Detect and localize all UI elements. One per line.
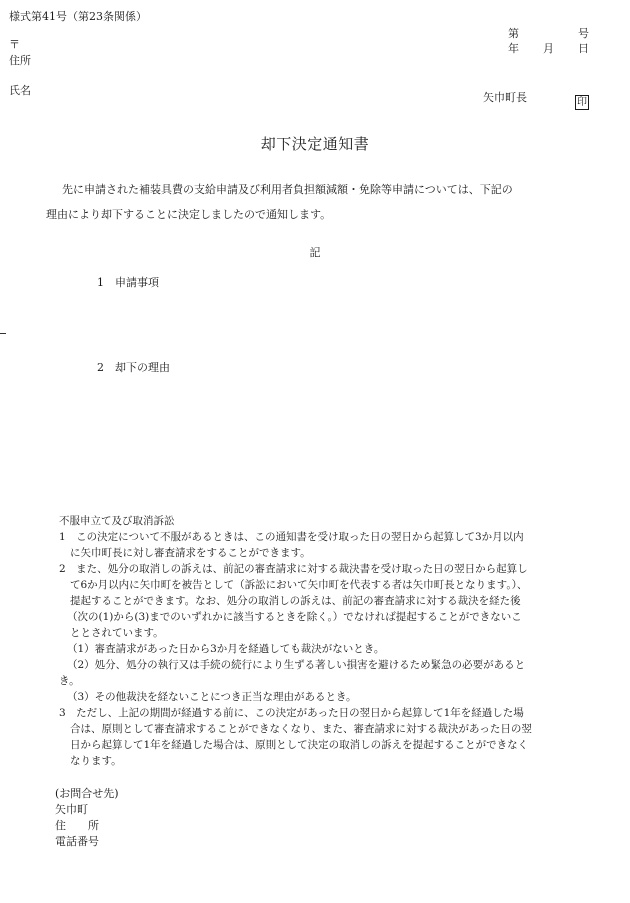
notice-line: 日から起算して1年を経過した場合は、原則として決定の取消しの訴えを提起することができなく [70,739,529,751]
notice-line: なります。 [70,755,122,767]
date-day: 日 [578,42,589,55]
appeal-notice [59,513,532,769]
page-title: 却下決定通知書 [260,135,370,153]
margin-tick [0,333,6,334]
appeal-heading: 不服申立て及び取消訴訟 [59,515,175,527]
contact-phone-label: 電話番号 [55,835,99,848]
item-1-heading: 1 申請事項 [97,276,159,289]
body-line-2: 理由により却下することに決定しましたので通知します。 [46,208,332,221]
body-line-1: 先に申請された補装具費の支給申請及び利用者負担額減額・免除等申請については、下記の [62,183,513,196]
notice-line: き。 [59,675,80,687]
issuer-name: 矢巾町長 [483,91,527,104]
item-2-heading: 2 却下の理由 [97,361,170,374]
notice-line: 3 ただし、上記の期間が経過する前に、この決定があった日の翌日から起算して1年を経過した場 [59,707,524,719]
seal-mark [575,90,589,110]
date-year: 年 [508,42,519,55]
contact-heading: (お問合せ先) [55,787,119,800]
notice-line: 2 また、処分の取消しの訴えは、前記の審査請求に対する裁決書を受け取った日の翌日から起算し [59,563,528,575]
notice-line: （2）処分、処分の執行又は手続の続行により生ずる著しい損害を避けるため緊急の必要があると [67,659,526,671]
seal-mark-label: 印 [577,97,587,108]
notice-line: 1 この決定について不服があるときは、この通知書を受け取った日の翌日から起算して3か月以内 [59,531,524,543]
ki-label: 記 [309,246,321,259]
postal-mark: 〒 [9,38,20,51]
form-number: 様式第41号（第23条関係） [9,10,147,23]
notice-line: （次の(1)から(3)までのいずれかに該当するときを除く。）でなければ提起することができないこ [67,611,522,623]
date-month: 月 [543,42,554,55]
notice-line: （1）審査請求があった日から3か月を経過しても裁決がないとき。 [67,643,385,655]
notice-line: 提起することができます。なお、処分の取消しの訴えは、前記の審査請求に対する裁決を経た後 [70,595,521,607]
notice-line: に矢巾町長に対し審査請求をすることができます。 [70,547,311,559]
contact-org: 矢巾町 [55,803,88,816]
notice-line: 合は、原則として審査請求することができなくなり、また、審査請求に対する裁決があった日の翌 [70,723,532,735]
doc-number-go: 号 [578,27,589,40]
contact-address-label: 住 所 [55,819,99,832]
address-label: 住所 [9,54,31,67]
name-label: 氏名 [9,84,31,97]
doc-number-dai: 第 [508,27,519,40]
notice-line: ととされています。 [70,627,164,639]
notice-line: て6か月以内に矢巾町を被告として（訴訟において矢巾町を代表する者は矢巾町長となります。）、 [70,579,528,591]
notice-line: （3）その他裁決を経ないことにつき正当な理由があるとき。 [67,691,357,703]
